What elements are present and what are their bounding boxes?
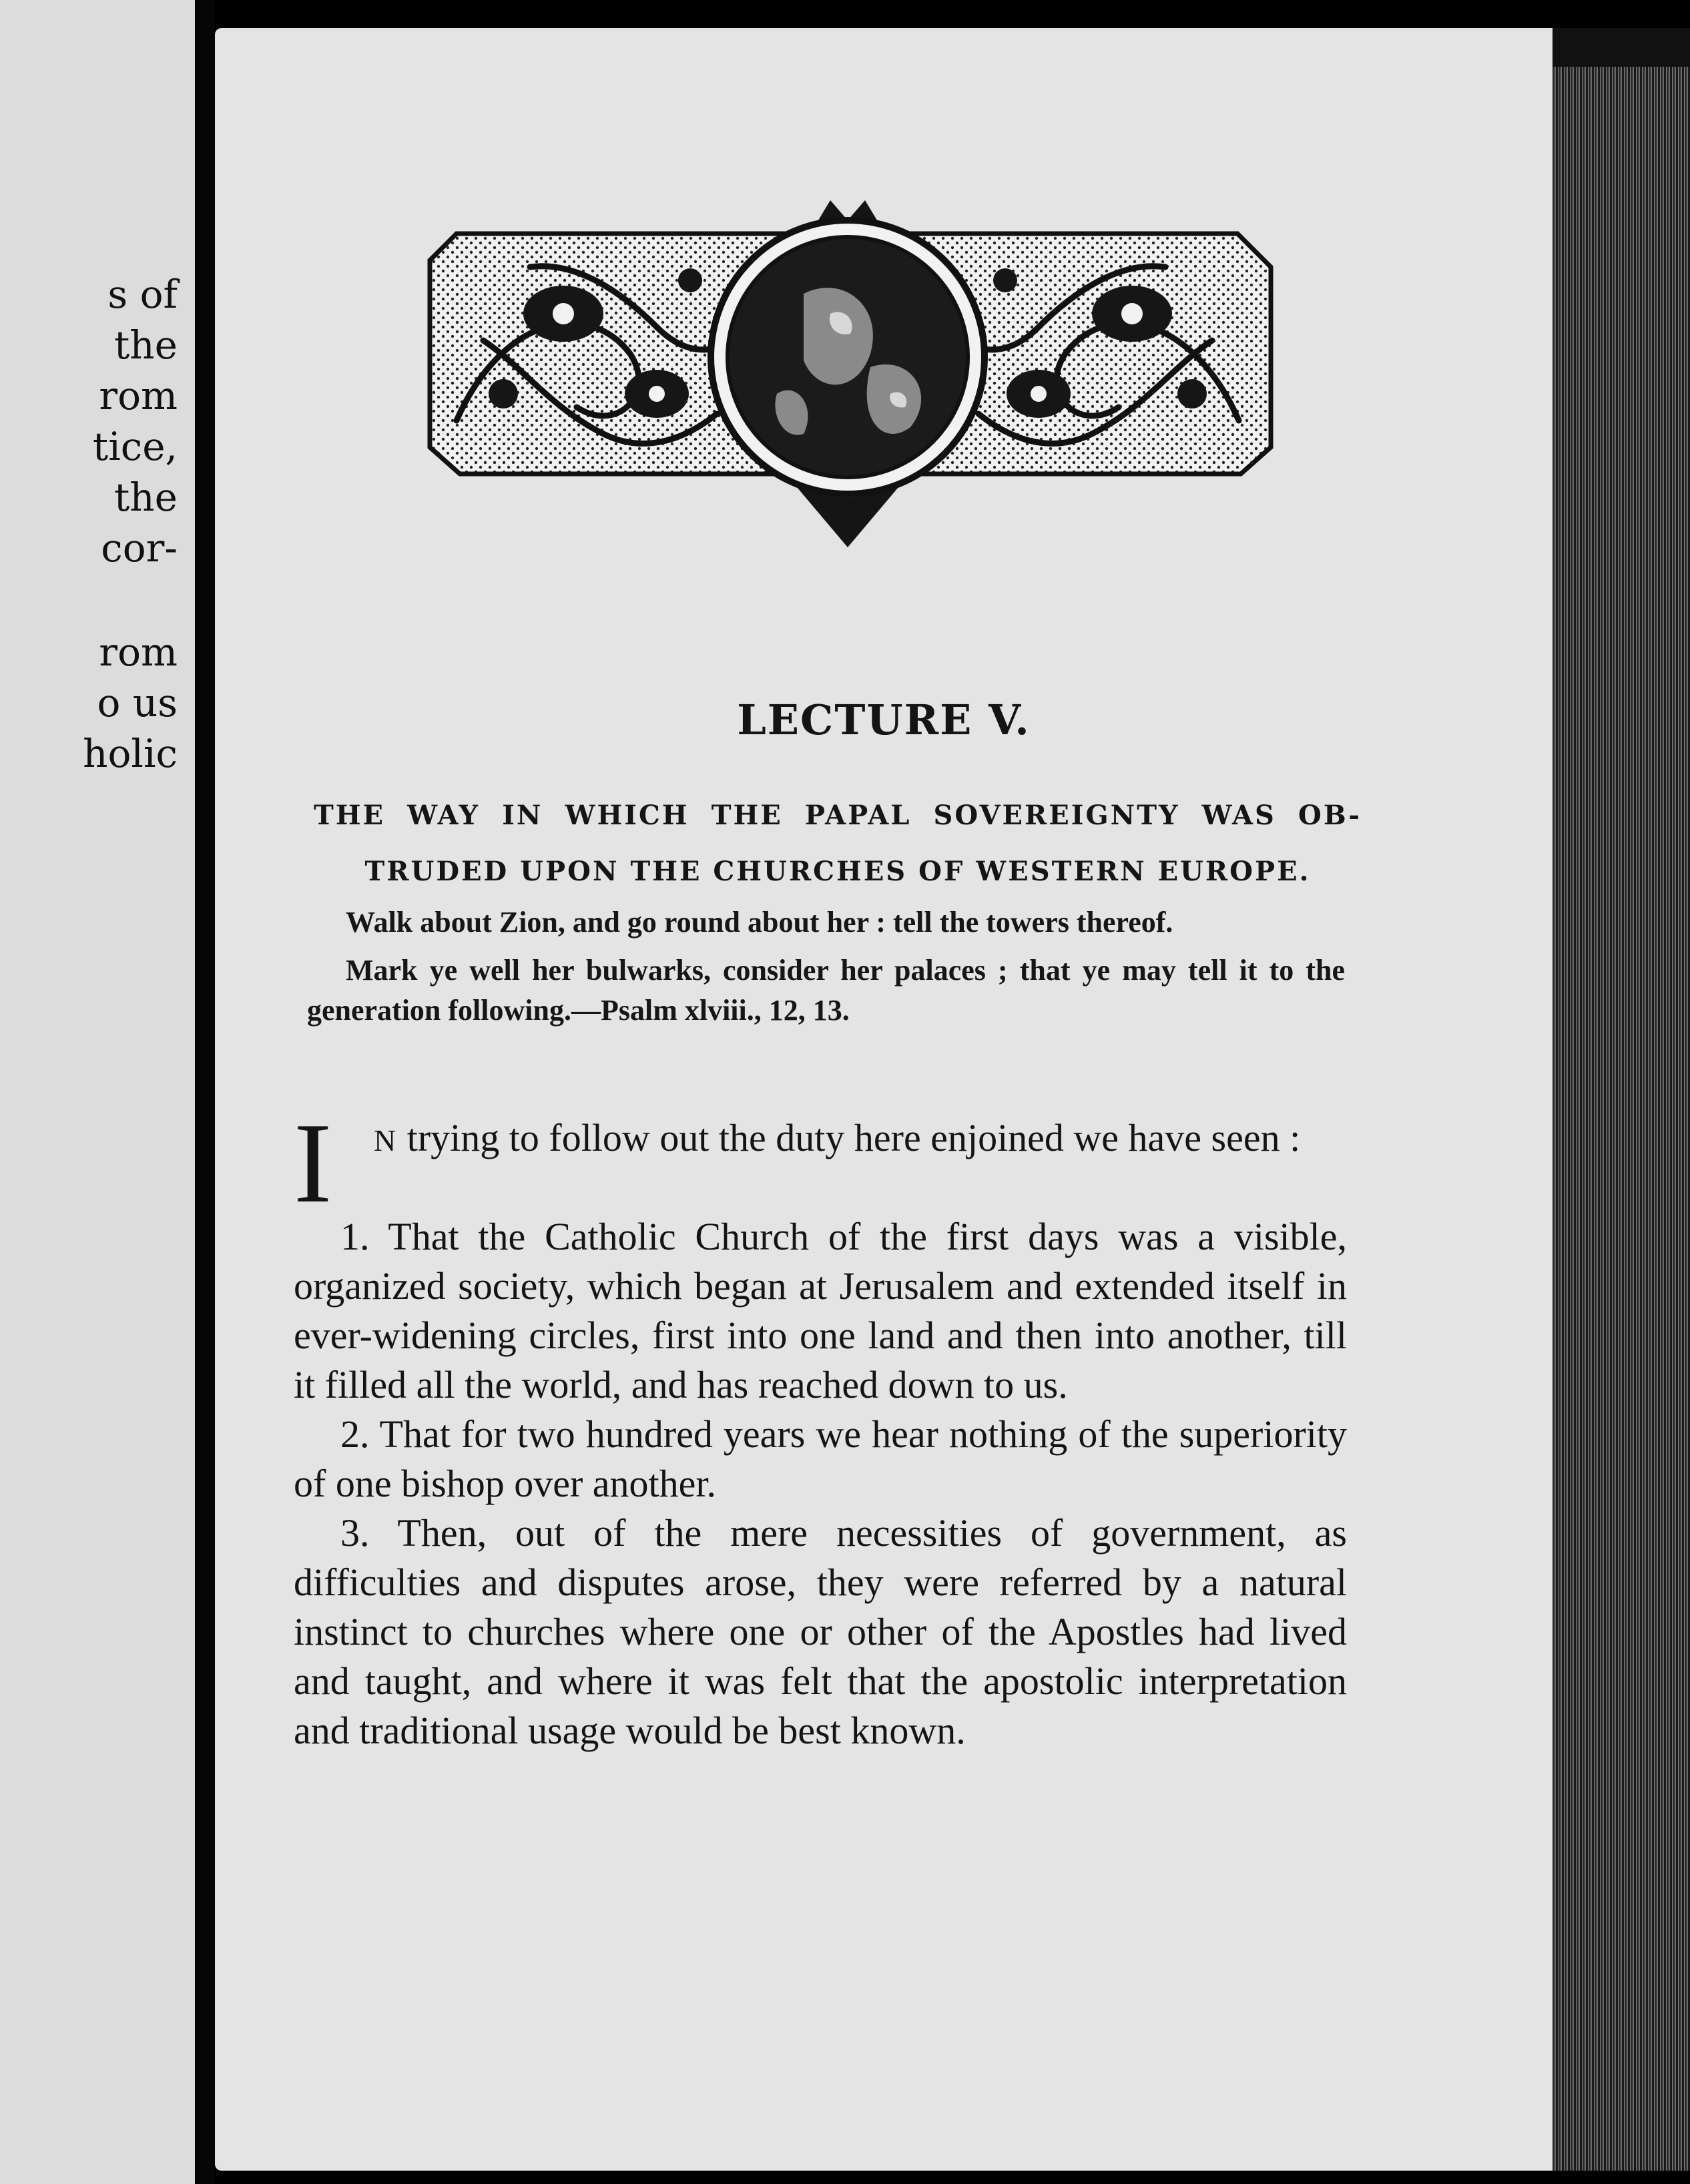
left-page-line: the bbox=[114, 475, 178, 520]
ornamental-headpiece bbox=[403, 194, 1292, 559]
left-page-line: rom bbox=[99, 629, 178, 675]
numbered-paragraph: 2. That for two hundred years we hear nothing of the superiority of one bishop over another. bbox=[294, 1412, 1347, 1505]
numbered-paragraph: 3. Then, out of the mere necessities of government, as difficulties and disputes arose, they were referred by a natural instinct to churches where one or other of the Apostles had lived and taught, and where it was felt that the apostolic interpretation and traditional usage would be best known. bbox=[294, 1511, 1347, 1752]
left-page-line: holic bbox=[83, 731, 178, 776]
lecture-subtitle bbox=[314, 788, 1362, 900]
first-word: N bbox=[374, 1123, 398, 1157]
page-edge-shadow bbox=[1553, 28, 1690, 68]
subtitle-line: TRUDED UPON THE CHURCHES OF WESTERN EUROPE. bbox=[364, 856, 1311, 887]
epigraph-verse: Mark ye well her bulwarks, consider her palaces ; that ye may tell it to the generation following.—Psalm xlviii., 12, 13. bbox=[307, 954, 1345, 1027]
book-gutter bbox=[195, 0, 215, 2184]
opening-paragraph-text: trying to follow out the duty here enjoined we have seen : bbox=[397, 1116, 1301, 1159]
left-page-line: rom bbox=[99, 373, 178, 419]
left-page-line: tice, bbox=[92, 424, 178, 469]
epigraph-verse: Walk about Zion, and go round about her : tell the towers thereof. bbox=[346, 906, 1173, 938]
subtitle-line: THE WAY IN WHICH THE PAPAL SOVEREIGNTY WAS OB- bbox=[314, 800, 1362, 831]
left-page-line: o us bbox=[97, 680, 178, 726]
body-text bbox=[294, 1100, 1347, 1755]
left-page-line: cor- bbox=[101, 525, 178, 571]
drop-cap: I bbox=[294, 1100, 332, 1227]
numbered-paragraph: 1. That the Catholic Church of the first days was a visible, organized society, which began at Jerusalem and extended itself in ever-widening circles, first into one land and then into another, till it filled all the world, and has reached down to us. bbox=[294, 1215, 1347, 1406]
lecture-title: LECTURE V. bbox=[737, 696, 1031, 744]
left-page-line: s of bbox=[107, 272, 178, 317]
opening-paragraph bbox=[294, 1100, 1347, 1227]
left-page-line: the bbox=[114, 322, 178, 368]
page-edges bbox=[1553, 67, 1690, 2171]
left-page bbox=[0, 0, 195, 2184]
epigraph bbox=[307, 902, 1345, 1039]
